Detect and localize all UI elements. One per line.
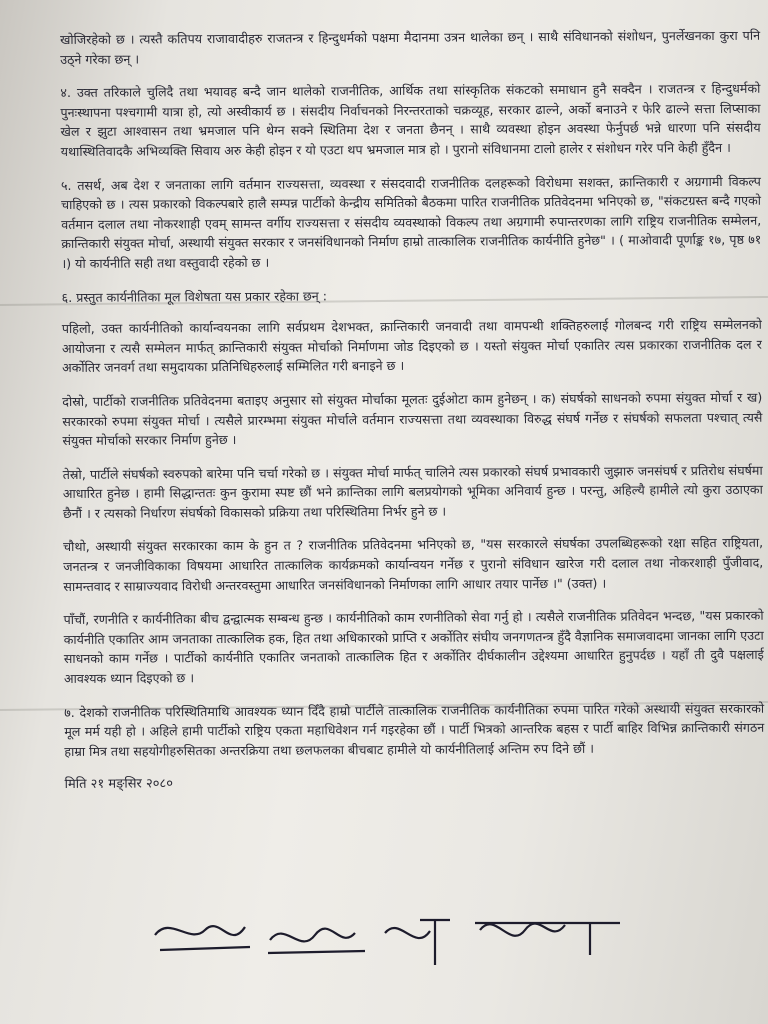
paragraph-second-feature: दोस्रो, पार्टीको राजनीतिक प्रतिवेदनमा बताइए अनुसार सो संयुक्त मोर्चाका मूलतः दुईओटा काम हुनेछन् । क) संघर्षको साधनको रुपमा संयुक्त मोर्चा र ख) सरकारको रुपमा संयुक्त मोर्चा । त्यसैले प्रारम्भमा संयुक्त मोर्चाले वर्तमान राज्यसत्ता तथा व्यवस्थाका विरुद्ध संघर्ष गर्नेछ र संघर्षको सफलता पश्चात् त्यसै संयुक्त मोर्चाको सरकार निर्माण हुनेछ । (62, 389, 763, 449)
paragraph-6-heading: ६. प्रस्तुत कार्यनीतिका मूल विशेषता यस प्रकार रहेका छन् : (61, 287, 328, 305)
signature-drawing (150, 905, 630, 975)
paragraph-7: ७. देशको राजनीतिक परिस्थितिमाथि आवश्यक ध्यान दिँदै हाम्रो पार्टीले तात्कालिक राजनीतिक कार्यनीतिका रुपमा पारित गरेको अस्थायी संयुक्त सरकारको मूल मर्म यही हो । अहिले हामी पार्टीको राष्ट्रिय एकता महाधिवेशन गर्न गइरहेका छौं । पार्टी भित्रको आन्तरिक बहस र पार्टी बाहिर विभिन्न क्रान्तिकारी संगठन हाम्रा मित्र तथा सहयोगीहरुसितका अन्तरक्रिया तथा छलफलका बीचबाट हामीले यो कार्यनीतिलाई अन्तिम रुप दिने छौं । (64, 700, 765, 759)
paragraph-4: ४. उक्त तरिकाले चुलिदै तथा भयावह बन्दै जान थालेको राजनीतिक, आर्थिक तथा सांस्कृतिक संकटको समाधान हुनै सक्दैन । राजतन्त्र र हिन्दुधर्मको पुनःस्थापना पश्चगामी यात्रा हो, त्यो अस्वीकार्य छ । संसदीय निर्वाचनको निरन्तरताको चक्रव्यूह, सरकार ढाल्ने, अर्को बनाउने र फेरि ढाल्ने सत्ता लिप्साका खेल र झुटा आश्वासन तथा भ्रमजाल पनि थेग्न सक्ने स्थितिमा देश र जनता छैनन् । साथै व्यवस्था होइन अवस्था फेर्नुपर्छ भन्ने धारणा पनि संसदीय यथास्थितिवादकै अभिव्यक्ति सिवाय अरु केही होइन र यो एउटा थप भ्रमजाल मात्र हो । पुरानो संविधानमा टालो हालेर र संशोधन गरेर पनि केही हुँदैन । (60, 80, 761, 159)
paragraph-first-feature: पहिलो, उक्त कार्यनीतिको कार्यान्वयनका लागि सर्वप्रथम देशभक्त, क्रान्तिकारी जनवादी तथा वामपन्थी शक्तिहरुलाई गोलबन्द गरी राष्ट्रिय सम्मेलनको आयोजना र त्यसै सम्मेलन मार्फत् क्रान्तिकारी संयुक्त मोर्चाको निर्माणमा जोड दिइएको छ । यस्तो संयुक्त मोर्चा एकातिर त्यस प्रकारका राजनीतिक दल र अर्कोतिर जनवर्ग तथा समुदायका प्रतिनिधिहरुलाई सम्मिलित गरी बनाइने छ । (61, 316, 762, 376)
document-body (60, 26, 765, 809)
paragraph-continuation: खोजिरहेको छ । त्यस्तै कतिपय राजावादीहरु राजतन्त्र र हिन्दुधर्मको पक्षमा मैदानमा उत्रन थालेका छन् । साथै संविधानको संशोधन, पुनर्लेखनका कुरा पनि उठ्ने गरेका छन् । (60, 27, 761, 67)
paragraph-fourth-feature: चौथो, अस्थायी संयुक्त सरकारका काम के हुन त ? राजनीतिक प्रतिवेदनमा भनिएको छ, "यस सरकारले संघर्षका उपलब्धिहरूको रक्षा सहित राष्ट्रियता, जनतन्त्र र जनजीविकाका विषयमा आधारित तात्कालिक कार्यक्रमको कार्यान्वयन गर्नेछ र पुरानो संविधान खारेज गरी दलाल तथा नोकरशाही पुँजीवाद, सामन्तवाद र साम्राज्यवाद विरोधी अन्तरवस्तुमा आधारित जनसंविधानको निर्माणका लागि आधार तयार पार्नेछ ।" (उक्त) । (63, 535, 764, 594)
paragraph-fifth-feature: पाँचौं, रणनीति र कार्यनीतिका बीच द्वन्द्वात्मक सम्बन्ध हुन्छ । कार्यनीतिको काम रणनीतिको सेवा गर्नु हो । त्यसैले राजनीतिक प्रतिवेदन भन्दछ, "यस प्रकारको कार्यनीति एकातिर आम जनताका तात्कालिक हक, हित तथा अधिकारको प्राप्ति र अर्कोतिर संघीय जनगणतन्त्र हुँदै वैज्ञानिक समाजवादमा जानका लागि एउटा साधनको काम गर्नेछ । पार्टीको कार्यनीति एकातिर जनताको तात्कालिक हित र अर्कोतिर दीर्घकालीन उद्देश्यमा आधारित हुनुपर्दछ । यहाँ ती दुवै पक्षलाई आवश्यक ध्यान दिइएको छ । (63, 607, 764, 687)
paragraph-5: ५. तसर्थ, अब देश र जनताका लागि वर्तमान राज्यसत्ता, व्यवस्था र संसदवादी राजनीतिक दलहरूको विरोधमा सशक्त, क्रान्तिकारी र अग्रगामी विकल्प चाहिएको छ । त्यस प्रकारको विकल्पबारे हालै सम्पन्न पार्टीको केन्द्रीय समितिको बैठकमा पारित राजनीतिक प्रतिवेदनमा भनिएको छ, "संकटग्रस्त बन्दै गएको वर्तमान दलाल तथा नोकरशाही एवम् सामन्त वर्गीय राज्यसत्ता र संसदीय व्यवस्थाको विकल्प तथा अग्रगामी रुपान्तरणका लागि राष्ट्रिय राजनीतिक सम्मेलन, क्रान्तिकारी संयुक्त मोर्चा, अस्थायी संयुक्त सरकार र जनसंविधानको निर्माण हाम्रो तात्कालिक राजनीतिक कार्यनीति हुनेछ" । ( माओवादी पूर्णाङ्क १७, पृष्ठ ७१ ।) यो कार्यनीति सही तथा वस्तुवादी रहेको छ । (60, 173, 762, 271)
paragraph-third-feature: तेस्रो, पार्टीले संघर्षको स्वरुपको बारेमा पनि चर्चा गरेको छ । संयुक्त मोर्चा मार्फत् चालिने त्यस प्रकारको संघर्ष प्रभावकारी जुझारु जनसंघर्ष र प्रतिरोध संघर्षमा आधारित हुनेछ । हामी सिद्धान्ततः कुन कुरामा स्पष्ट छौं भने क्रान्तिका लागि बलप्रयोगको भूमिका अनिवार्य हुन्छ । परन्तु, अहिल्यै हामीले त्यो कुरा उठाएका छैनौं । र त्यसको निर्धारण संघर्षको विकासको प्रक्रिया तथा परिस्थितिमा निर्भर हुने छ । (62, 462, 763, 521)
date-line: मिति २१ मङ्सिर २०८० (64, 776, 174, 793)
handwritten-signature (150, 905, 630, 975)
